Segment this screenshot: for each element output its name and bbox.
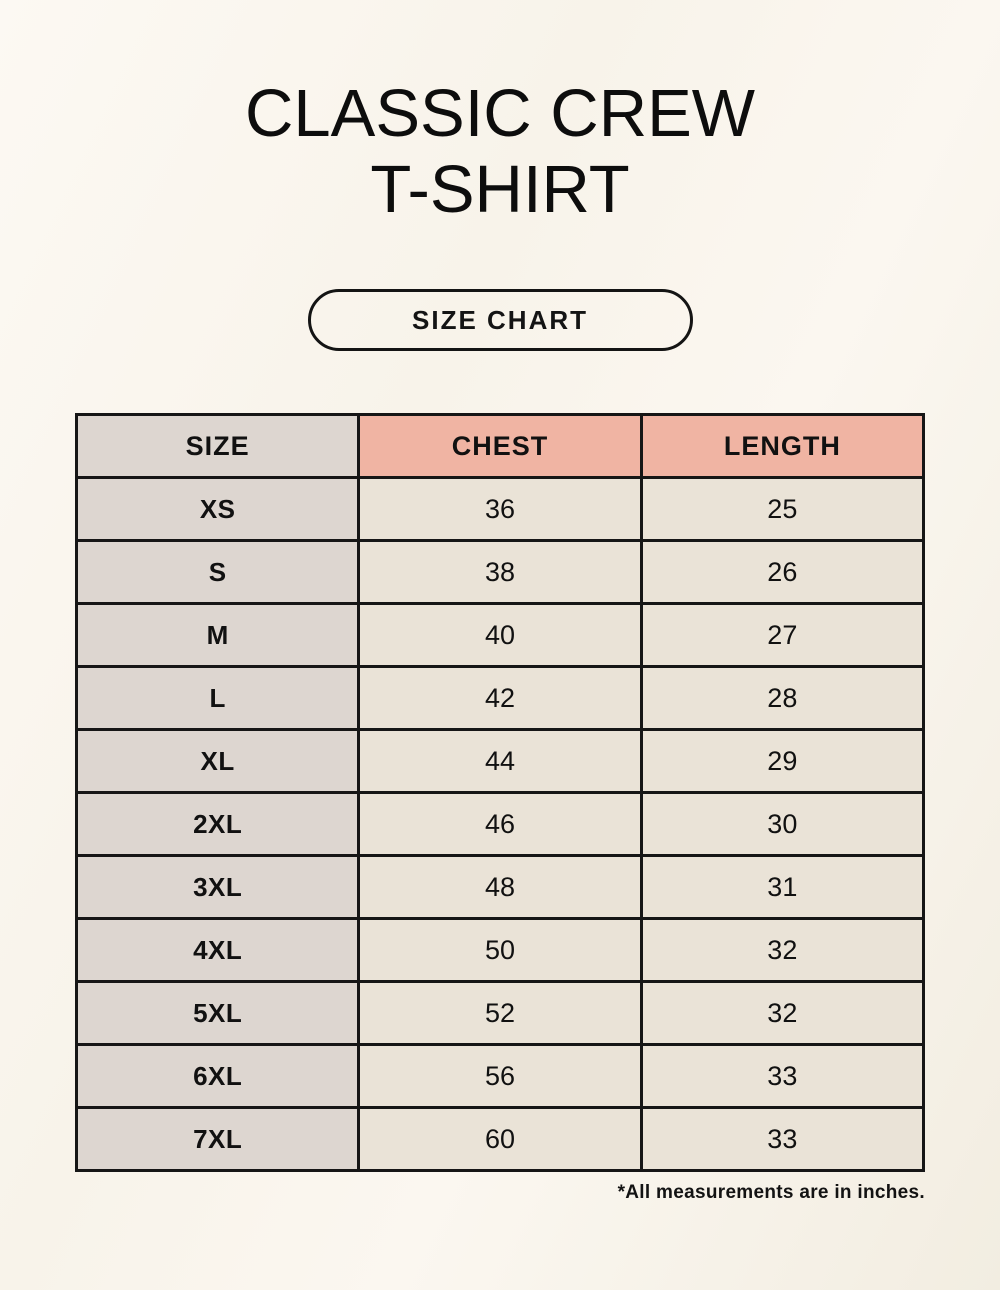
table-row (77, 856, 924, 919)
table-row (77, 541, 924, 604)
table-row (77, 604, 924, 667)
size-table (75, 413, 925, 1172)
size-cell: 2XL (77, 793, 359, 856)
size-cell: L (77, 667, 359, 730)
size-cell: 4XL (77, 919, 359, 982)
length-cell: 25 (641, 478, 923, 541)
length-cell: 30 (641, 793, 923, 856)
table-row (77, 478, 924, 541)
chest-cell: 60 (359, 1108, 641, 1171)
size-table-body (77, 478, 924, 1171)
column-header-size: SIZE (77, 415, 359, 478)
chest-cell: 46 (359, 793, 641, 856)
chest-cell: 50 (359, 919, 641, 982)
column-header-length: LENGTH (641, 415, 923, 478)
table-row (77, 730, 924, 793)
size-cell: XL (77, 730, 359, 793)
column-header-chest: CHEST (359, 415, 641, 478)
size-cell: 7XL (77, 1108, 359, 1171)
size-table-wrapper (75, 413, 925, 1172)
table-row (77, 793, 924, 856)
chest-cell: 52 (359, 982, 641, 1045)
length-cell: 29 (641, 730, 923, 793)
size-table-header (77, 415, 924, 478)
table-row (77, 982, 924, 1045)
size-cell: XS (77, 478, 359, 541)
table-row (77, 1045, 924, 1108)
length-cell: 32 (641, 919, 923, 982)
length-cell: 33 (641, 1108, 923, 1171)
size-chart-badge: SIZE CHART (308, 289, 693, 351)
table-row (77, 1108, 924, 1171)
page-title-line2: T-SHIRT (370, 151, 630, 227)
length-cell: 31 (641, 856, 923, 919)
page-title-line1: CLASSIC CREW (244, 76, 756, 151)
size-cell: 6XL (77, 1045, 359, 1108)
table-row (77, 667, 924, 730)
chest-cell: 42 (359, 667, 641, 730)
size-cell: 5XL (77, 982, 359, 1045)
chest-cell: 48 (359, 856, 641, 919)
page-title (0, 0, 1000, 227)
size-cell: M (77, 604, 359, 667)
length-cell: 32 (641, 982, 923, 1045)
header-row (77, 415, 924, 478)
chest-cell: 40 (359, 604, 641, 667)
chest-cell: 44 (359, 730, 641, 793)
length-cell: 28 (641, 667, 923, 730)
chest-cell: 38 (359, 541, 641, 604)
size-cell: S (77, 541, 359, 604)
size-cell: 3XL (77, 856, 359, 919)
length-cell: 33 (641, 1045, 923, 1108)
length-cell: 27 (641, 604, 923, 667)
table-row (77, 919, 924, 982)
chest-cell: 36 (359, 478, 641, 541)
length-cell: 26 (641, 541, 923, 604)
measurements-note: *All measurements are in inches. (617, 1182, 925, 1204)
chest-cell: 56 (359, 1045, 641, 1108)
